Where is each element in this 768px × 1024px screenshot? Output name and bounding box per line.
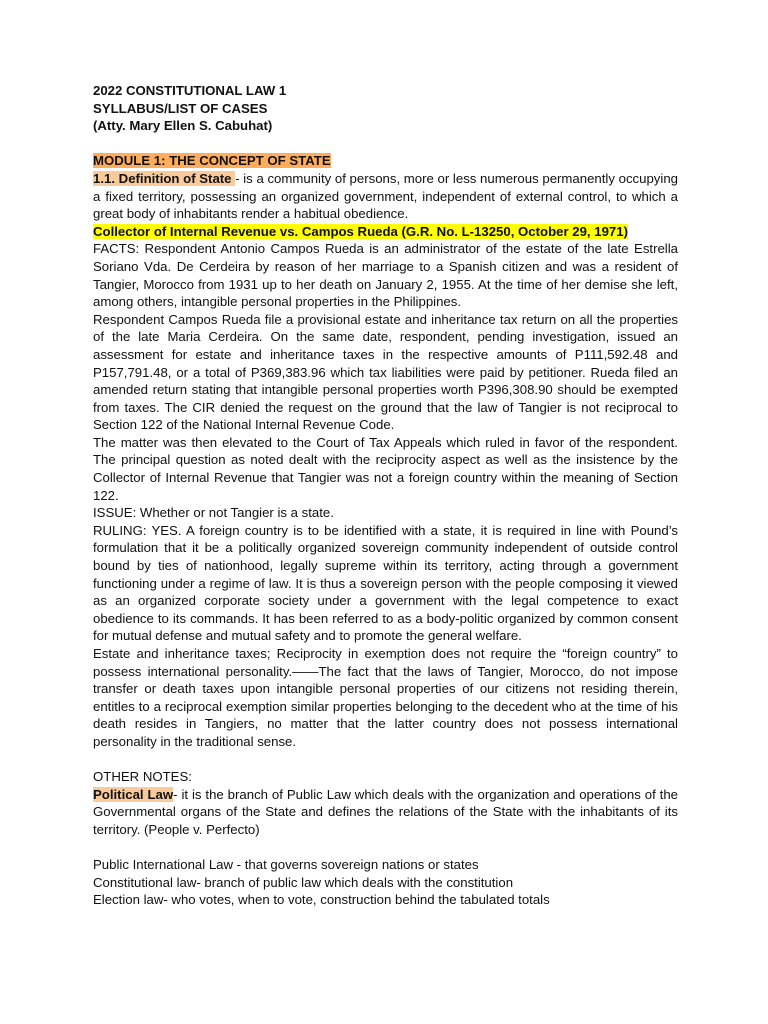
spacer bbox=[93, 839, 678, 857]
syllabus-subtitle: SYLLABUS/LIST OF CASES bbox=[93, 100, 268, 116]
spacer bbox=[93, 751, 678, 769]
note-item: Election law- who votes, when to vote, construction behind the tabulated totals bbox=[93, 892, 550, 908]
political-law-text: - it is the branch of Public Law which deals with the organization and operations of the Governmental organs of the State and defines the relations of the State with the inhabitants of its territory. (People v. Perfecto) bbox=[93, 786, 678, 837]
political-law-paragraph bbox=[93, 786, 678, 839]
spacer bbox=[93, 135, 678, 153]
definition-label: 1.1. Definition of State bbox=[93, 170, 236, 186]
ruling-paragraph: RULING: YES. A foreign country is to be identified with a state, it is required in line with Pound’s formulation that it be a politically organized sovereign community independent of outside control bound by ties of nationhood, legally supreme within its territory, acting through a government functioning under a regime of law. It is thus a sovereign person with the people composing it viewed as an organized corporate society under a government with the legal competence to exact obedience to its commands. It has been referred to as a body-politic organized by common consent for mutual defense and mutual safety and to promote the general welfare. bbox=[93, 522, 678, 644]
facts-paragraph-1: FACTS: Respondent Antonio Campos Rueda is an administrator of the estate of the late Estrella Soriano Vda. De Cerdeira by reason of her marriage to a Spanish citizen and was a resident of Tangier, Morocco from 1931 up to her death on January 2, 1955. At the time of her demise she left, among others, intangible personal properties in the Philippines. bbox=[93, 241, 678, 310]
definition-paragraph bbox=[93, 170, 678, 223]
case-title: Collector of Internal Revenue vs. Campos Rueda (G.R. No. L-13250, October 29, 1971) bbox=[93, 223, 628, 239]
political-law-label: Political Law bbox=[93, 786, 174, 802]
instructor-name: (Atty. Mary Ellen S. Cabuhat) bbox=[93, 118, 273, 134]
note-item: Public International Law - that governs sovereign nations or states bbox=[93, 857, 479, 873]
facts-paragraph-3: The matter was then elevated to the Court of Tax Appeals which ruled in favor of the respondent. The principal question as noted dealt with the reciprocity aspect as well as the insistence by the Collector of Internal Revenue that Tangier was not a foreign country within the meaning of Section 122. bbox=[93, 434, 678, 503]
facts-paragraph-2: Respondent Campos Rueda file a provisional estate and inheritance tax return on all the properties of the late Maria Cerdeira. On the same date, respondent, pending investigation, issued an assessment for estate and inheritance taxes in the respective amounts of P111,592.48 and P157,791.48, or a total of P369,383.96 which tax liabilities were paid by petitioner. Rueda filed an amended return stating that intangible personal properties worth P396,308.90 should be exempted from taxes. The CIR denied the request on the ground that the law of Tangier is not reciprocal to Section 122 of the National Internal Revenue Code. bbox=[93, 311, 678, 433]
course-title: 2022 CONSTITUTIONAL LAW 1 bbox=[93, 83, 287, 98]
module-title: MODULE 1: THE CONCEPT OF STATE bbox=[93, 153, 331, 169]
note-item: Constitutional law- branch of public law which deals with the constitution bbox=[93, 874, 514, 890]
definition-text: - is a community of persons, more or less numerous permanently occupying a fixed territory, possessing an organized government, independent of external control, to which a great body of inhabitants render a habitual obedience. bbox=[93, 170, 678, 222]
case-note-paragraph: Estate and inheritance taxes; Reciprocity in exemption does not require the “foreign country” to possess international personality.——The fact that the laws of Tangier, Morocco, do not impose transfer or death taxes upon intangible personal properties of our citizens not residing therein, entitles to a reciprocal exemption similar properties belonging to the decedent who at the time of his death resides in Tangiers, no matter that the latter country does not possess international personality in the traditional sense. bbox=[93, 646, 678, 749]
other-notes-heading: OTHER NOTES: bbox=[93, 769, 192, 785]
issue-paragraph: ISSUE: Whether or not Tangier is a state. bbox=[93, 505, 334, 521]
